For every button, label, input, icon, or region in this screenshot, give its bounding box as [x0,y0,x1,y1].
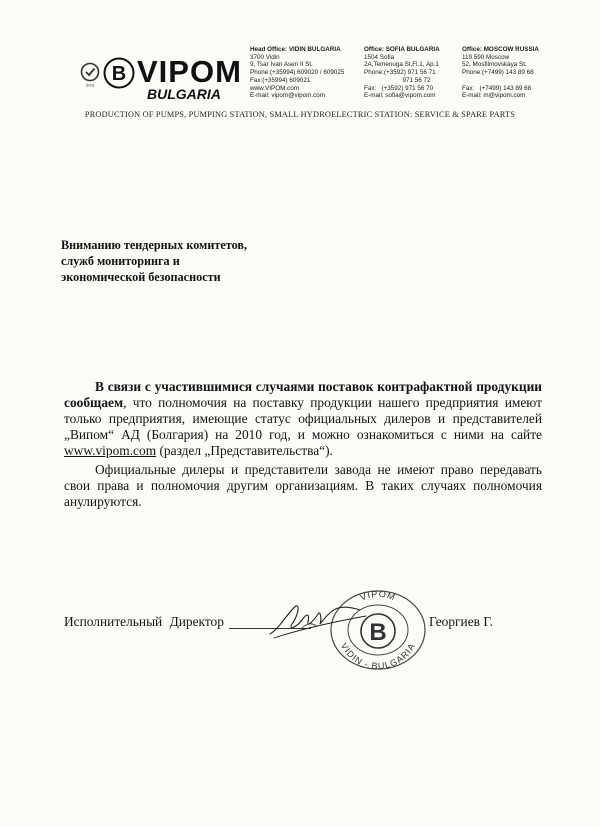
office-line: E-mail: vipom@vipom.com [250,92,325,100]
office-title: Head Office: VIDIN BULGARIA [250,46,341,53]
addressee-block [61,237,247,285]
office-line: E-mail: sofia@vipom.com [364,92,436,100]
company-tagline: PRODUCTION OF PUMPS, PUMPING STATION, SMALL HYDROELECTRIC STATION: SERVICE & SPARE PARTS [84,110,516,119]
office-line: 3700 Vidin [250,53,280,61]
office-moscow [462,46,539,100]
stamp-top-text: VIPOM [358,588,398,603]
addressee-line: служб мониторинга и [61,254,180,268]
addressee-line: Вниманию тендерных комитетов, [61,238,248,252]
paragraph-1-tail: (раздел „Представительства“). [156,443,333,458]
paragraph-1-bold-lead: В связи с участившимися случаями поставок контрафактной продукции сообщаем [64,379,542,410]
office-line: E-mail: m@vipom.com [462,92,526,100]
handwritten-signature [262,598,372,646]
office-head-vidin [250,46,344,100]
letter-body [64,379,542,510]
office-line: Fax:(+35994) 609021 [250,76,311,84]
office-line: 971 56 72 [364,76,431,84]
paragraph-1 [64,379,542,459]
vipom-logo-icon [103,57,135,89]
website-link[interactable]: www.vipom.com [64,443,157,458]
signatory-name: Георгиев Г. [429,614,493,629]
office-line: 1504 Sofia [364,53,395,61]
office-line: Fax: (+3592) 971 56 70 [364,84,434,92]
office-line: Phone:(+3592) 971 56 71 [364,69,436,77]
brand-name: VIPOM [137,54,242,89]
paragraph-1-text: , что полномочия на поставку продукции нашего предприятия имеют только предприятия, имеющие статус официальных дилеров и представителей „Випом“ АД (Болгария) на 2010 год, и можно ознакомиться с ними на сайте [64,395,542,442]
office-title: Office: SOFIA BULGARIA [364,46,440,53]
office-line: Phone:(+7499) 143 89 68 [462,69,534,77]
office-line: 52, Mosfilmovskaya St. [462,61,527,69]
stamp-bottom-text: VIDIN - BULGARIA [338,641,418,672]
office-line: Fax: (+7499) 143 89 68 [462,84,532,92]
paragraph-2: Официальные дилеры и представители завода не имеют право передавать свои права и полномочия другим организациям. В таких случаях полномочия анулируются. [64,462,542,509]
brand-subtitle: BULGARIA [147,86,221,102]
office-line [462,77,539,85]
office-sofia [364,46,440,100]
office-line: www.VIPOM.com [250,84,299,92]
cert-mark: SGS [85,82,95,88]
logo-mark: B [111,63,127,85]
certification-seal-icon [79,62,101,88]
office-line: 2A,Temenuga St,Fl.1, Ap.1 [364,61,439,69]
office-line: 9, Tsar Ivan Asen II St. [250,61,313,69]
signatory-title: Исполнительный Директор [64,614,224,629]
addressee-line: экономической безопасности [61,270,221,284]
stamp-center-mark: B [369,619,387,646]
office-line: Phone:(+35994) 609020 / 609025 [250,69,345,77]
office-title: Office: MOSCOW RUSSIA [462,46,539,53]
office-line: 119 590 Moscow [462,53,510,61]
